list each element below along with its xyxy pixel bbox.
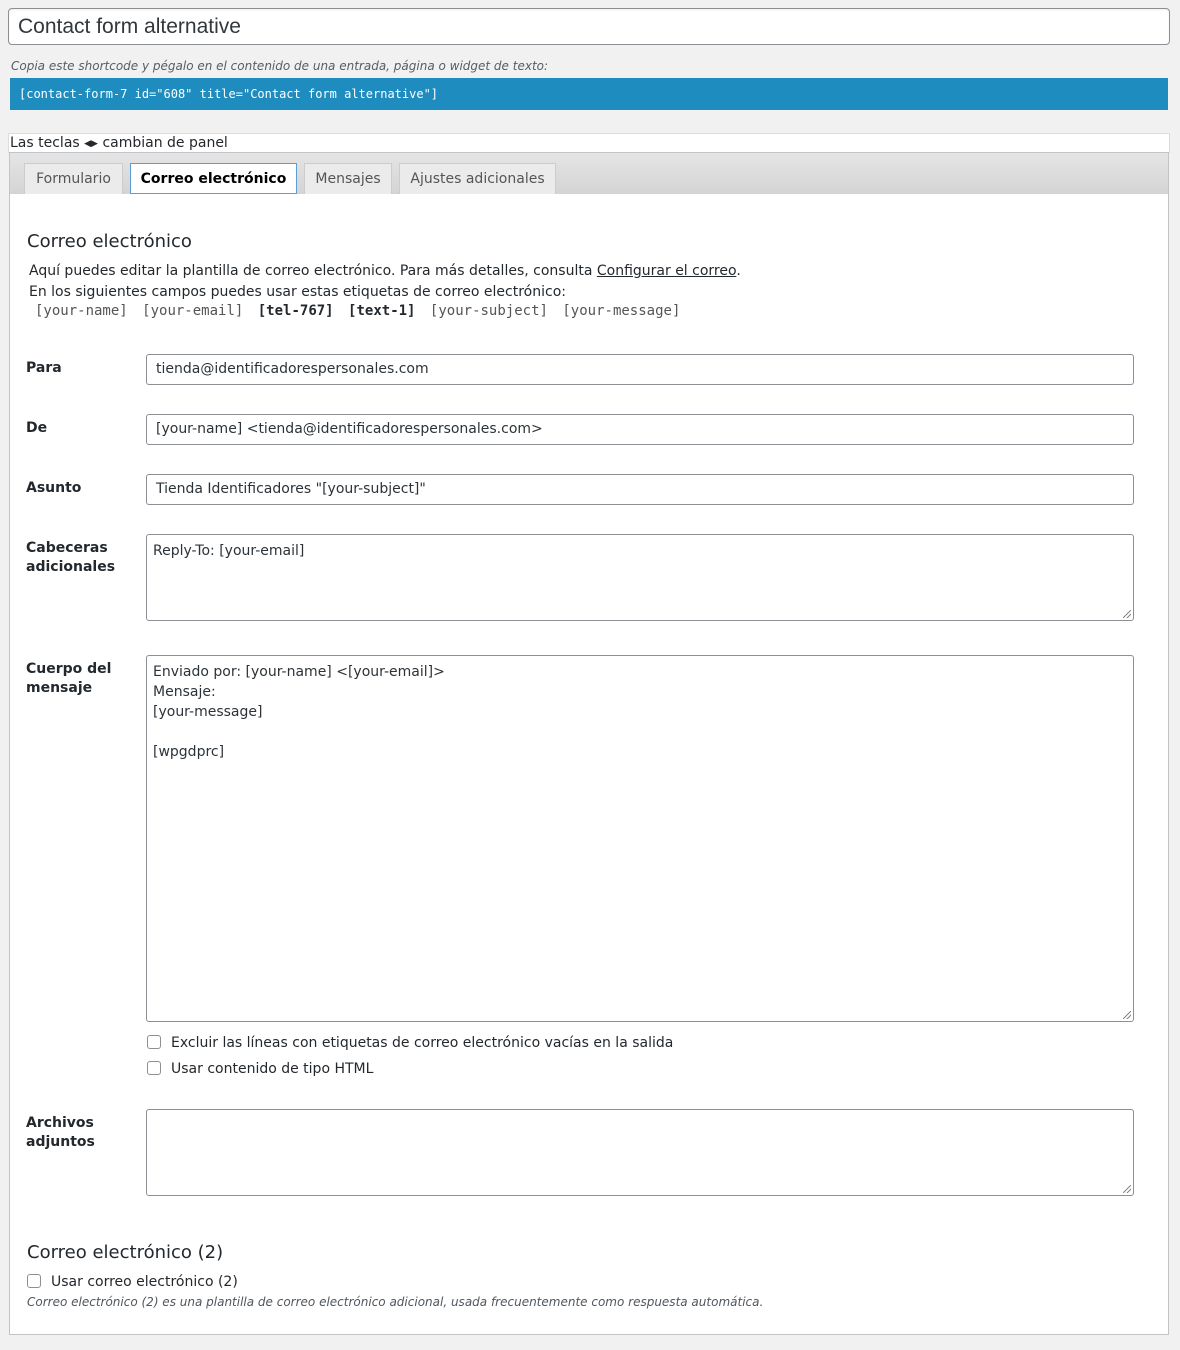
- use-mail2-checkbox[interactable]: [27, 1274, 41, 1288]
- tag-tel-767: [tel-767]: [257, 303, 334, 319]
- resize-handle-icon[interactable]: [1123, 610, 1131, 618]
- additional-headers-label: Cabeceras adicionales: [26, 540, 116, 575]
- tab-correo-electronico[interactable]: Correo electrónico: [130, 163, 297, 194]
- shortcode-box[interactable]: [contact-form-7 id="608" title="Contact form alternative"]: [10, 78, 1168, 110]
- resize-handle-icon[interactable]: [1123, 1185, 1131, 1193]
- use-mail2-option[interactable]: Usar correo electrónico (2): [27, 1274, 238, 1290]
- left-right-arrows-icon: ◀▶: [84, 139, 98, 149]
- configure-mail-link[interactable]: Configurar el correo: [596, 263, 737, 279]
- message-body-label: Cuerpo del mensaje: [26, 661, 112, 696]
- tag-text-1: [text-1]: [348, 303, 416, 319]
- subject-label: Asunto: [26, 480, 82, 496]
- tag-your-subject: [your-subject]: [429, 303, 548, 319]
- tag-your-message: [your-message]: [562, 303, 681, 319]
- mail-desc-text: Aquí puedes editar la plantilla de correo electrónico. Para más detalles, consulta: [29, 263, 593, 279]
- tab-ajustes-adicionales[interactable]: Ajustes adicionales: [399, 163, 556, 195]
- keys-hint-after: cambian de panel: [102, 135, 228, 151]
- mail2-note: Correo electrónico (2) es una plantilla de correo electrónico adicional, usada frecuentemente como respuesta automática.: [27, 1295, 764, 1309]
- message-body-textarea[interactable]: [146, 655, 1134, 1022]
- mail-tags-intro: En los siguientes campos puedes usar estas etiquetas de correo electrónico:: [29, 284, 566, 300]
- to-label: Para: [26, 360, 62, 376]
- shortcode-hint: Copia este shortcode y pégalo en el contenido de una entrada, página o widget de texto:: [11, 59, 549, 73]
- tab-mensajes[interactable]: Mensajes: [304, 163, 392, 195]
- mail-description: Aquí puedes editar la plantilla de correo electrónico. Para más detalles, consulta Configurar el correo.: [29, 263, 741, 279]
- use-html-checkbox[interactable]: [147, 1061, 161, 1075]
- mail-tags: [35, 303, 686, 319]
- use-html-option[interactable]: Usar contenido de tipo HTML: [147, 1061, 373, 1077]
- tab-bar: [9, 152, 1169, 195]
- resize-handle-icon[interactable]: [1123, 1011, 1131, 1019]
- keys-hint: [8, 133, 1170, 153]
- exclude-blank-option[interactable]: Excluir las líneas con etiquetas de correo electrónico vacías en la salida: [147, 1035, 673, 1051]
- keys-hint-before: Las teclas: [10, 135, 80, 151]
- headers-text: Reply-To: [your-email]: [153, 543, 305, 559]
- from-field[interactable]: [your-name] <tienda@identificadorespersonales.com>: [146, 414, 1134, 445]
- tag-your-email: [your-email]: [142, 303, 244, 319]
- subject-field[interactable]: Tienda Identificadores "[your-subject]": [146, 474, 1134, 505]
- to-field[interactable]: tienda@identificadorespersonales.com: [146, 354, 1134, 385]
- body-text: Enviado por: [your-name] <[your-email]> Mensaje: [your-message] [wpgdprc]: [153, 664, 445, 760]
- tab-formulario[interactable]: Formulario: [24, 163, 123, 195]
- mail-heading: Correo electrónico: [27, 231, 192, 252]
- post-title-input[interactable]: [8, 8, 1170, 45]
- tag-your-name: [your-name]: [35, 303, 128, 319]
- attachments-label: Archivos adjuntos: [26, 1115, 95, 1150]
- exclude-blank-checkbox[interactable]: [147, 1035, 161, 1049]
- mail2-heading: Correo electrónico (2): [27, 1242, 224, 1263]
- attachments-textarea[interactable]: [146, 1109, 1134, 1196]
- post-title-value: Contact form alternative: [18, 15, 241, 38]
- mail-panel: [9, 194, 1169, 1335]
- from-label: De: [26, 420, 48, 436]
- additional-headers-textarea[interactable]: [146, 534, 1134, 621]
